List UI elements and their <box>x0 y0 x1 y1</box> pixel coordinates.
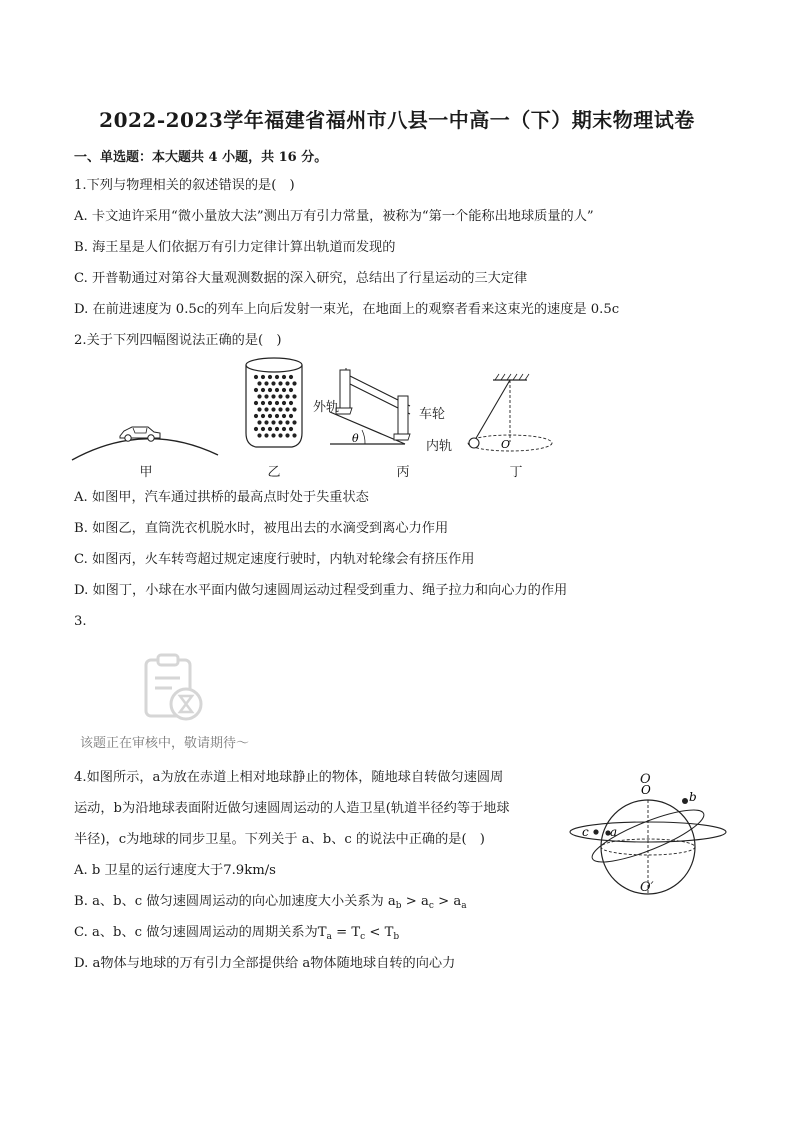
drum-hole <box>285 420 289 424</box>
q4-stem-line2: 运动，b为沿地球表面附近做匀速圆周运动的人造卫星(轨道半径约等于地球 <box>74 801 510 816</box>
drum-hole <box>268 414 272 418</box>
figure-label-bing: 丙 <box>396 465 410 480</box>
drum-hole <box>282 375 286 379</box>
label-o-bottom: O′ <box>640 880 654 895</box>
svg-text:O: O <box>501 438 511 451</box>
drum-hole <box>292 381 296 385</box>
drum-hole <box>264 407 268 411</box>
figure-yi-washer-drum <box>242 355 307 455</box>
figure-label-yi: 乙 <box>267 465 281 480</box>
drum-hole <box>289 401 293 405</box>
drum-hole <box>261 427 265 431</box>
drum-hole <box>261 388 265 392</box>
drum-hole <box>264 394 268 398</box>
drum-hole <box>261 375 265 379</box>
q1-option-a: A. 卡文迪许采用“微小量放大法”测出万有引力常量，被称为“第一个能称出地球质量的人” <box>74 209 594 224</box>
drum-hole <box>282 401 286 405</box>
drum-hole <box>275 375 279 379</box>
drum-hole <box>289 427 293 431</box>
drum-hole <box>261 401 265 405</box>
drum-hole <box>264 420 268 424</box>
drum-hole <box>254 388 258 392</box>
drum-hole <box>278 407 282 411</box>
drum-hole <box>275 388 279 392</box>
drum-hole <box>271 381 275 385</box>
q4-stem-line1: 4.如图所示，a为放在赤道上相对地球静止的物体，随地球自转做匀速圆周 <box>74 770 504 785</box>
q4-option-b: B. a、b、c 做匀速圆周运动的向心加速度大小关系为 $a_b > a_c > a_a$ <box>74 894 467 911</box>
section-heading: 一、单选题：本大题共 4 小题，共 16 分。 <box>74 150 328 165</box>
q1-option-d: D. 在前进速度为 0.5c的列车上向后发射一束光，在地面上的观察者看来这束光的速度是 0.5c <box>74 302 620 317</box>
svg-text:O: O <box>641 783 651 797</box>
drum-hole <box>292 407 296 411</box>
figure-earth-satellites <box>548 783 708 898</box>
q4-stem-line3: 半径)，c为地球的同步卫星。下列关于 a、b、c 的说法中正确的是( ) <box>74 832 485 847</box>
figure-ding-conical-pendulum <box>465 372 560 457</box>
svg-text:c: c <box>582 825 589 839</box>
drum-hole <box>282 388 286 392</box>
drum-hole <box>285 407 289 411</box>
drum-hole <box>292 420 296 424</box>
drum-hole <box>271 433 275 437</box>
q2-stem: 2.关于下列四幅图说法正确的是( ) <box>74 333 282 348</box>
drum-hole <box>285 394 289 398</box>
figure-label-jia: 甲 <box>139 465 153 480</box>
drum-hole <box>285 433 289 437</box>
q4-option-a: A. b 卫星的运行速度大于7.9km/s <box>74 863 276 878</box>
drum-hole <box>278 381 282 385</box>
drum-hole <box>257 433 261 437</box>
svg-text:b: b <box>689 790 697 804</box>
drum-hole <box>285 381 289 385</box>
drum-hole <box>261 414 265 418</box>
q4-option-d: D. a物体与地球的万有引力全部提供给 a物体随地球自转的向心力 <box>74 956 456 971</box>
drum-hole <box>275 401 279 405</box>
q4-option-c: C. a、b、c 做匀速圆周运动的周期关系为$T_a = T_c < T_b$ <box>74 925 400 942</box>
drum-hole <box>278 433 282 437</box>
review-pending-text: 该题正在审核中，敬请期待～ <box>80 736 250 751</box>
drum-hole <box>254 375 258 379</box>
clipboard-hourglass-icon <box>140 652 210 724</box>
drum-hole <box>289 388 293 392</box>
drum-hole <box>292 394 296 398</box>
label-o-top: O <box>640 772 651 787</box>
drum-hole <box>271 407 275 411</box>
q2-option-d: D. 如图丁，小球在水平面内做匀速圆周运动过程受到重力、绳子拉力和向心力的作用 <box>74 583 568 598</box>
drum-hole <box>282 427 286 431</box>
label-wheel: 车轮 <box>419 407 446 422</box>
drum-hole <box>257 394 261 398</box>
page-title: 2022-2023学年福建省福州市八县一中高一（下）期末物理试卷 <box>99 108 695 132</box>
q1-option-b: B. 海王星是人们依据万有引力定律计算出轨道而发现的 <box>74 240 396 255</box>
drum-hole <box>254 401 258 405</box>
svg-text:a: a <box>610 825 618 839</box>
drum-hole <box>278 420 282 424</box>
drum-hole <box>254 427 258 431</box>
label-inner-rail: 内轨 <box>426 439 453 454</box>
figure-label-ding: 丁 <box>509 465 523 480</box>
drum-hole <box>264 381 268 385</box>
drum-hole <box>275 427 279 431</box>
drum-hole <box>275 414 279 418</box>
drum-hole <box>257 381 261 385</box>
drum-hole <box>268 388 272 392</box>
q3-number: 3. <box>74 614 87 629</box>
q2-option-a: A. 如图甲，汽车通过拱桥的最高点时处于失重状态 <box>74 490 369 505</box>
drum-hole <box>257 420 261 424</box>
drum-hole <box>289 375 293 379</box>
drum-hole <box>254 414 258 418</box>
drum-hole <box>268 401 272 405</box>
drum-hole <box>264 433 268 437</box>
q1-stem: 1.下列与物理相关的叙述错误的是( ) <box>74 178 295 193</box>
drum-hole <box>268 375 272 379</box>
drum-hole <box>289 414 293 418</box>
svg-text:θ: θ <box>352 432 359 445</box>
figure-jia-bridge <box>70 415 220 465</box>
drum-hole <box>257 407 261 411</box>
q1-option-c: C. 开普勒通过对第谷大量观测数据的深入研究，总结出了行星运动的三大定律 <box>74 271 528 286</box>
drum-hole <box>282 414 286 418</box>
drum-hole <box>278 394 282 398</box>
label-outer-rail: 外轨 <box>313 400 340 415</box>
q2-option-c: C. 如图丙，火车转弯超过规定速度行驶时，内轨对轮缘会有挤压作用 <box>74 552 475 567</box>
drum-hole <box>268 427 272 431</box>
drum-hole <box>271 420 275 424</box>
drum-hole <box>271 394 275 398</box>
drum-hole <box>292 433 296 437</box>
q2-option-b: B. 如图乙，直筒洗衣机脱水时，被甩出去的水滴受到离心力作用 <box>74 521 449 536</box>
